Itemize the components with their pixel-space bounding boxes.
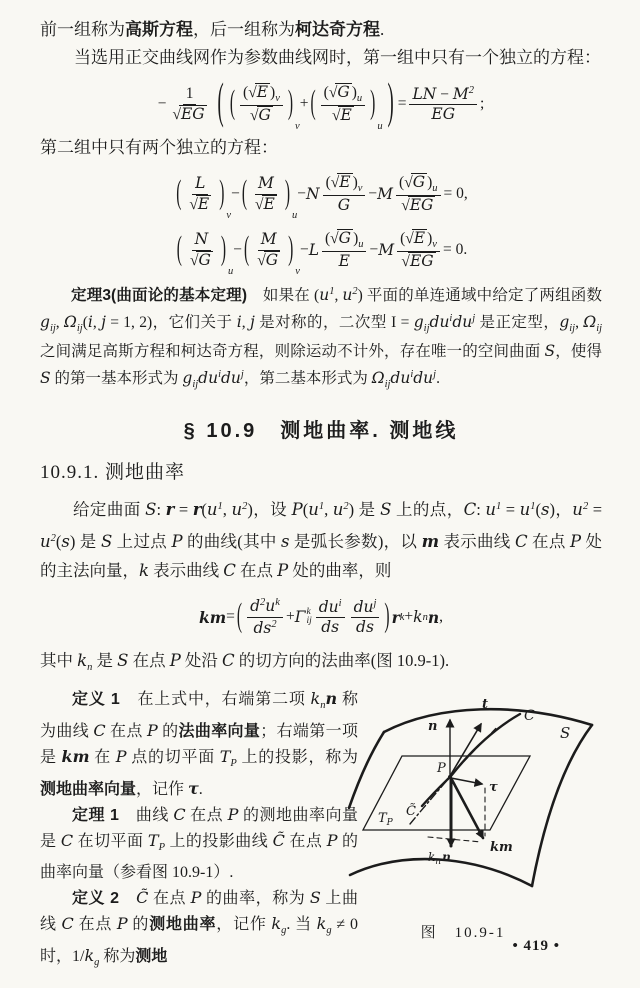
paragraph-second-group: 第二组中只有两个独立的方程：	[40, 138, 278, 157]
paragraph-definition-1: 定义 1 在上式中，右端第二项 $k_nn$ 称为曲线 C 在点 P 的法曲率向量；右端第一项是 km 在 P 点的切平面 $T_P$ 上的投影，称为测地曲率向量，记作 τ.	[40, 689, 358, 798]
paragraph-definition-2: 定义 2 C̃ 在点 P 的曲率，称为 S 上曲线 C 在点 P 的测地曲率，记作 $k_g$. 当 $k_g \ne 0$ 时，$1/k_g$ 称为测地	[40, 888, 358, 968]
label-tangent-vector: t	[482, 697, 489, 712]
formula-km-decomposition: km = ( $d^2u^k$ $ds^2$ + Γ k ij $du^i$ ds $du^j$ ds ) r k + k n n ,	[199, 597, 443, 637]
geodesic-curvature-vector-arrow	[451, 778, 482, 784]
km-vector-arrow	[451, 778, 483, 838]
label-normal-vector: n	[428, 719, 438, 734]
point-p-dot	[448, 775, 452, 779]
paragraph-theorem-3: 定理3(曲面论的基本定理) 如果在 ($u^1$, $u^2$) 平面的单连通域中给定了两组函数 $g_{ij}$, $\Omega_{ij}(i$, j = 1, 2)，它们关于 i, j 是对称的，二次型 $I = g_{ij}du^idu^j$ 是正定型，$g_{ij}$, $\Omega_{ij}$ 之间满足高斯方程和柯达奇方程，则除运动不计外，存在唯一的空间曲面 S，使得 S 的第一基本形式为 $g_{ij}du^idu^j$，第二基本形式为 $\Omega_{ij}du^idu^j$.	[40, 286, 603, 390]
formula-codazzi-1: ( L √E ) v − ( M √E ) u − N (√E )$_v$ G − M $\frac{(√G )_u}{√EG}$ = 0,	[176, 172, 468, 221]
label-tangent-plane-tp: $T_P$	[378, 811, 393, 828]
paragraph-normal-curvature: 其中 $k_n$ 是 S 在点 P 处沿 C 的切方向的法曲率(图 10.9-1).	[40, 651, 450, 673]
subsection-heading: 10.9.1. 测地曲率	[40, 462, 186, 483]
left-text-column	[40, 686, 358, 975]
label-kn-n-vector: $k_nn$	[428, 850, 451, 867]
figure-caption: 图 10.9-1	[420, 925, 506, 941]
section-heading: § 10.9 测地曲率. 测地线	[183, 420, 459, 442]
tangent-vector-arrow	[450, 724, 481, 776]
label-curve-c: C	[524, 708, 535, 724]
label-point-p: P	[437, 761, 446, 776]
label-surface-s: S	[560, 724, 571, 742]
paragraph-gauss-codazzi-naming: 前一组称为高斯方程，后一组称为柯达奇方程.	[40, 20, 385, 39]
figure-10-9-1	[348, 672, 638, 942]
label-curve-c-tilde: C̃	[406, 804, 416, 819]
formula-codazzi-2: ( N √G ) u − ( M √G ) v − L (√G )$_u$ E − M $\frac{(√E )_v}{√EG}$ = 0.	[176, 228, 468, 277]
formula-gauss-equation: − $\frac{1}{√EG}$ ( ( (√E )$_v$ √G ) v + ( (√G )$_u$ √E ) u ) = $\frac{LN - M^2}{EG}$ ;	[157, 75, 485, 133]
paragraph-given-surface: 给定曲面 S: $r = r(u^1$, $u^2$)，设 $P(u^1$, $u^2$) 是 S 上的点，C: $u^1 = u^1(s)$，$u^2 = u^2(s)$ 是 S 上过点 P 的曲线(其中 s 是弧长参数)，以 m 表示曲线 C 在点 P 处的主法向量，k 表示曲线 C 在点 P 处的曲率，则	[40, 500, 603, 580]
geodesic-curvature-diagram	[348, 672, 638, 912]
page-number: • 419 •	[512, 938, 560, 954]
label-km-vector: km	[490, 840, 513, 855]
dashed-construction-lines	[428, 788, 485, 842]
label-tau-vector: τ	[489, 780, 498, 795]
surface-s-outline	[349, 709, 592, 886]
paragraph-theorem-1: 定理 1 曲线 C 在点 P 的测地曲率向量是 C 在切平面 $T_P$ 上的投影曲线 C̃ 在点 P 的曲率向量（参看图 10.9-1）.	[40, 805, 358, 881]
paragraph-orthogonal-net: 当选用正交曲线网作为参数曲线网时，第一组中只有一个独立的方程：	[74, 48, 601, 67]
